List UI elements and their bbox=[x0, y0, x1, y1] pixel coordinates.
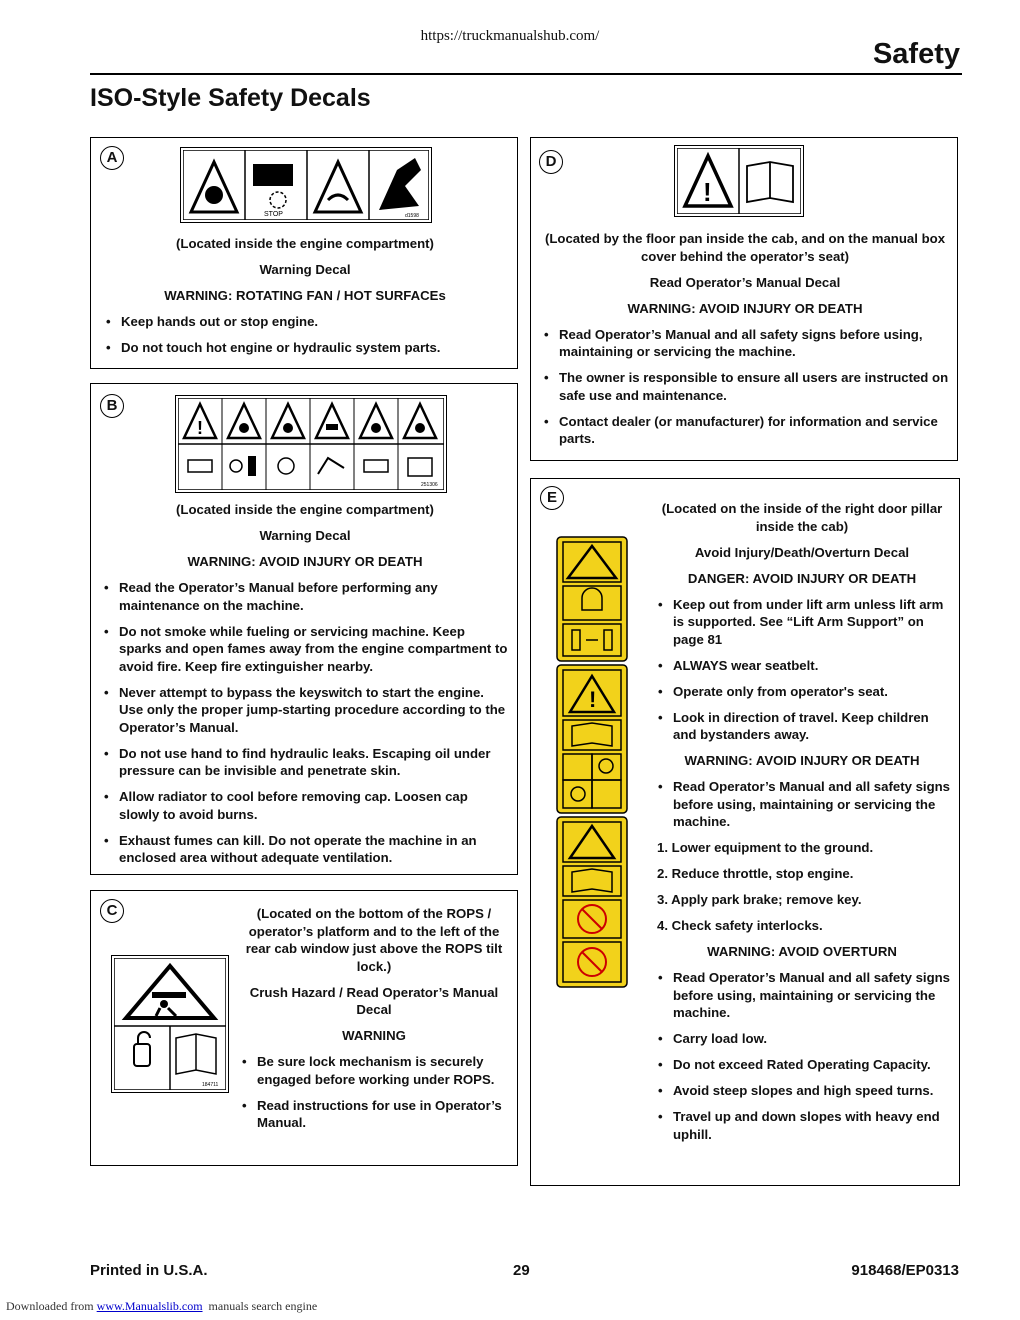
decal-a-bullets bbox=[103, 313, 507, 357]
list-item: • Allow radiator to cool before removing cap. Loosen cap slowly to avoid burns. bbox=[103, 788, 509, 823]
list-item: • Read Operator’s Manual and all safety signs before using, maintaining or servicing the machine. bbox=[543, 326, 949, 361]
list-item: • Do not smoke while fueling or servicing machine. Keep sparks and open fames away from the engine compartment to avoid fire. Keep fire extinguisher nearby. bbox=[103, 623, 509, 676]
decal-d-location: (Located by the floor pan inside the cab, and on the manual box cover behind the operator’s seat) bbox=[544, 231, 946, 264]
decal-d-type: Read Operator’s Manual Decal bbox=[649, 274, 841, 290]
decal-a-heading: WARNING: ROTATING FAN / HOT SURFACEs bbox=[164, 288, 446, 303]
list-item: • Read instructions for use in Operator’s Manual. bbox=[241, 1097, 509, 1132]
decal-b-heading: WARNING: AVOID INJURY OR DEATH bbox=[187, 554, 423, 569]
list-item: 3. Apply park brake; remove key. bbox=[657, 892, 862, 907]
list-item: • Avoid steep slopes and high speed turns. bbox=[657, 1082, 953, 1100]
list-item: • Never attempt to bypass the keyswitch to start the engine. Use only the proper jump-starting procedure according to the Operator’s Manual. bbox=[103, 684, 509, 737]
decal-c-location: (Located on the bottom of the ROPS / operator’s platform and to the left of the rear cab window just above the ROPS tilt lock.) bbox=[245, 906, 503, 974]
list-item: • Carry load low. bbox=[657, 1030, 953, 1048]
list-item: • Be sure lock mechanism is securely engaged before working under ROPS. bbox=[241, 1053, 509, 1088]
decal-e-bullets-3 bbox=[651, 969, 953, 1143]
decal-e-heading-3: WARNING: AVOID OVERTURN bbox=[707, 944, 897, 959]
list-item: • Travel up and down slopes with heavy end uphill. bbox=[657, 1108, 953, 1143]
list-item: 2. Reduce throttle, stop engine. bbox=[657, 866, 854, 881]
decal-box-b bbox=[90, 383, 518, 875]
list-item: • Contact dealer (or manufacturer) for information and service parts. bbox=[543, 413, 949, 448]
list-item: • Do not exceed Rated Operating Capacity. bbox=[657, 1056, 953, 1074]
decal-letter-a: A bbox=[100, 146, 124, 170]
decal-a-code: d1598 bbox=[405, 213, 419, 219]
decal-b-code: 251306 bbox=[421, 482, 438, 488]
page-title: ISO-Style Safety Decals bbox=[90, 84, 371, 112]
footer-doc-number: 918468/EP0313 bbox=[851, 1262, 959, 1279]
svg-text:!: ! bbox=[703, 177, 712, 207]
list-item: • Exhaust fumes can kill. Do not operate the machine in an enclosed area without adequate ventilation. bbox=[103, 832, 509, 867]
decal-a-text bbox=[103, 235, 507, 365]
download-prefix: Downloaded from bbox=[6, 1299, 94, 1313]
list-item: • Read Operator’s Manual and all safety signs before using, maintaining or servicing the machine. bbox=[657, 778, 953, 831]
svg-text:!: ! bbox=[197, 418, 203, 438]
decal-c-bullets bbox=[239, 1053, 509, 1132]
download-suffix: manuals search engine bbox=[208, 1299, 318, 1313]
svg-text:!: ! bbox=[589, 687, 597, 712]
decal-b-image bbox=[175, 395, 447, 493]
list-item: • Look in direction of travel. Keep children and bystanders away. bbox=[657, 709, 953, 744]
decal-box-d bbox=[530, 137, 958, 461]
decal-box-c bbox=[90, 890, 518, 1166]
decal-e-type: Avoid Injury/Death/Overturn Decal bbox=[694, 544, 910, 560]
decal-e-text bbox=[651, 500, 953, 1152]
list-item: • Do not touch hot engine or hydraulic system parts. bbox=[105, 339, 507, 357]
decal-letter-b: B bbox=[100, 394, 124, 418]
header-rule bbox=[90, 73, 962, 75]
list-item: • Keep hands out or stop engine. bbox=[105, 313, 507, 331]
manualslib-link[interactable]: www.Manualslib.com bbox=[96, 1299, 203, 1313]
decal-letter-d: D bbox=[539, 150, 563, 174]
list-item: • Read the Operator’s Manual before performing any maintenance on the machine. bbox=[103, 579, 509, 614]
decal-e-panel-1 bbox=[557, 537, 627, 661]
list-item: • Read Operator’s Manual and all safety signs before using, maintaining or servicing the machine. bbox=[657, 969, 953, 1022]
decal-letter-c: C bbox=[100, 899, 124, 923]
download-note bbox=[6, 1299, 317, 1314]
list-item: • The owner is responsible to ensure all users are instructed on safe use and maintenance. bbox=[543, 369, 949, 404]
decal-c-text bbox=[239, 905, 509, 1140]
decal-c-image bbox=[111, 955, 229, 1093]
decal-a-image bbox=[180, 147, 432, 223]
decal-b-location: (Located inside the engine compartment) bbox=[176, 502, 434, 517]
page-number: 29 bbox=[513, 1262, 530, 1279]
list-item: • ALWAYS wear seatbelt. bbox=[657, 657, 953, 675]
decal-b-bullets bbox=[101, 579, 509, 867]
decal-a-type: Warning Decal bbox=[259, 262, 351, 277]
decal-c-heading: WARNING bbox=[342, 1028, 406, 1043]
decal-a-location: (Located inside the engine compartment) bbox=[176, 236, 434, 251]
decal-b-type: Warning Decal bbox=[259, 528, 351, 543]
list-item: 1. Lower equipment to the ground. bbox=[657, 840, 874, 855]
list-item: • Keep out from under lift arm unless lift arm is supported. See “Lift Arm Support” on page 81 bbox=[657, 596, 953, 649]
decal-a-stop-text: STOP bbox=[264, 211, 283, 218]
decal-d-image bbox=[674, 145, 804, 217]
decal-d-text bbox=[541, 230, 949, 456]
list-item: • Operate only from operator's seat. bbox=[657, 683, 953, 701]
decal-d-bullets bbox=[541, 326, 949, 448]
decal-c-type: Crush Hazard / Read Operator’s Manual Decal bbox=[249, 984, 499, 1017]
footer-printed: Printed in U.S.A. bbox=[90, 1262, 208, 1279]
list-item: • Do not use hand to find hydraulic leaks. Escaping oil under pressure can be invisible and penetrate skin. bbox=[103, 745, 509, 780]
decal-box-a bbox=[90, 137, 518, 369]
decal-e-heading-2: WARNING: AVOID INJURY OR DEATH bbox=[684, 753, 920, 768]
decal-e-bullets-1 bbox=[651, 596, 953, 744]
decal-e-image bbox=[556, 536, 628, 988]
source-url: https://truckmanualshub.com/ bbox=[420, 28, 600, 44]
decal-c-code: 184711 bbox=[202, 1082, 219, 1088]
list-item: 4. Check safety interlocks. bbox=[657, 918, 823, 933]
decal-e-steps bbox=[651, 839, 953, 935]
decal-d-heading: WARNING: AVOID INJURY OR DEATH bbox=[627, 300, 863, 316]
decal-b-text bbox=[101, 501, 509, 875]
decal-e-heading-1: DANGER: AVOID INJURY OR DEATH bbox=[687, 570, 917, 586]
decal-e-location: (Located on the inside of the right door pillar inside the cab) bbox=[661, 501, 943, 534]
section-title: Safety bbox=[872, 38, 960, 70]
decal-box-e bbox=[530, 478, 960, 1186]
decal-e-bullets-2 bbox=[651, 778, 953, 831]
decal-letter-e: E bbox=[540, 486, 564, 510]
